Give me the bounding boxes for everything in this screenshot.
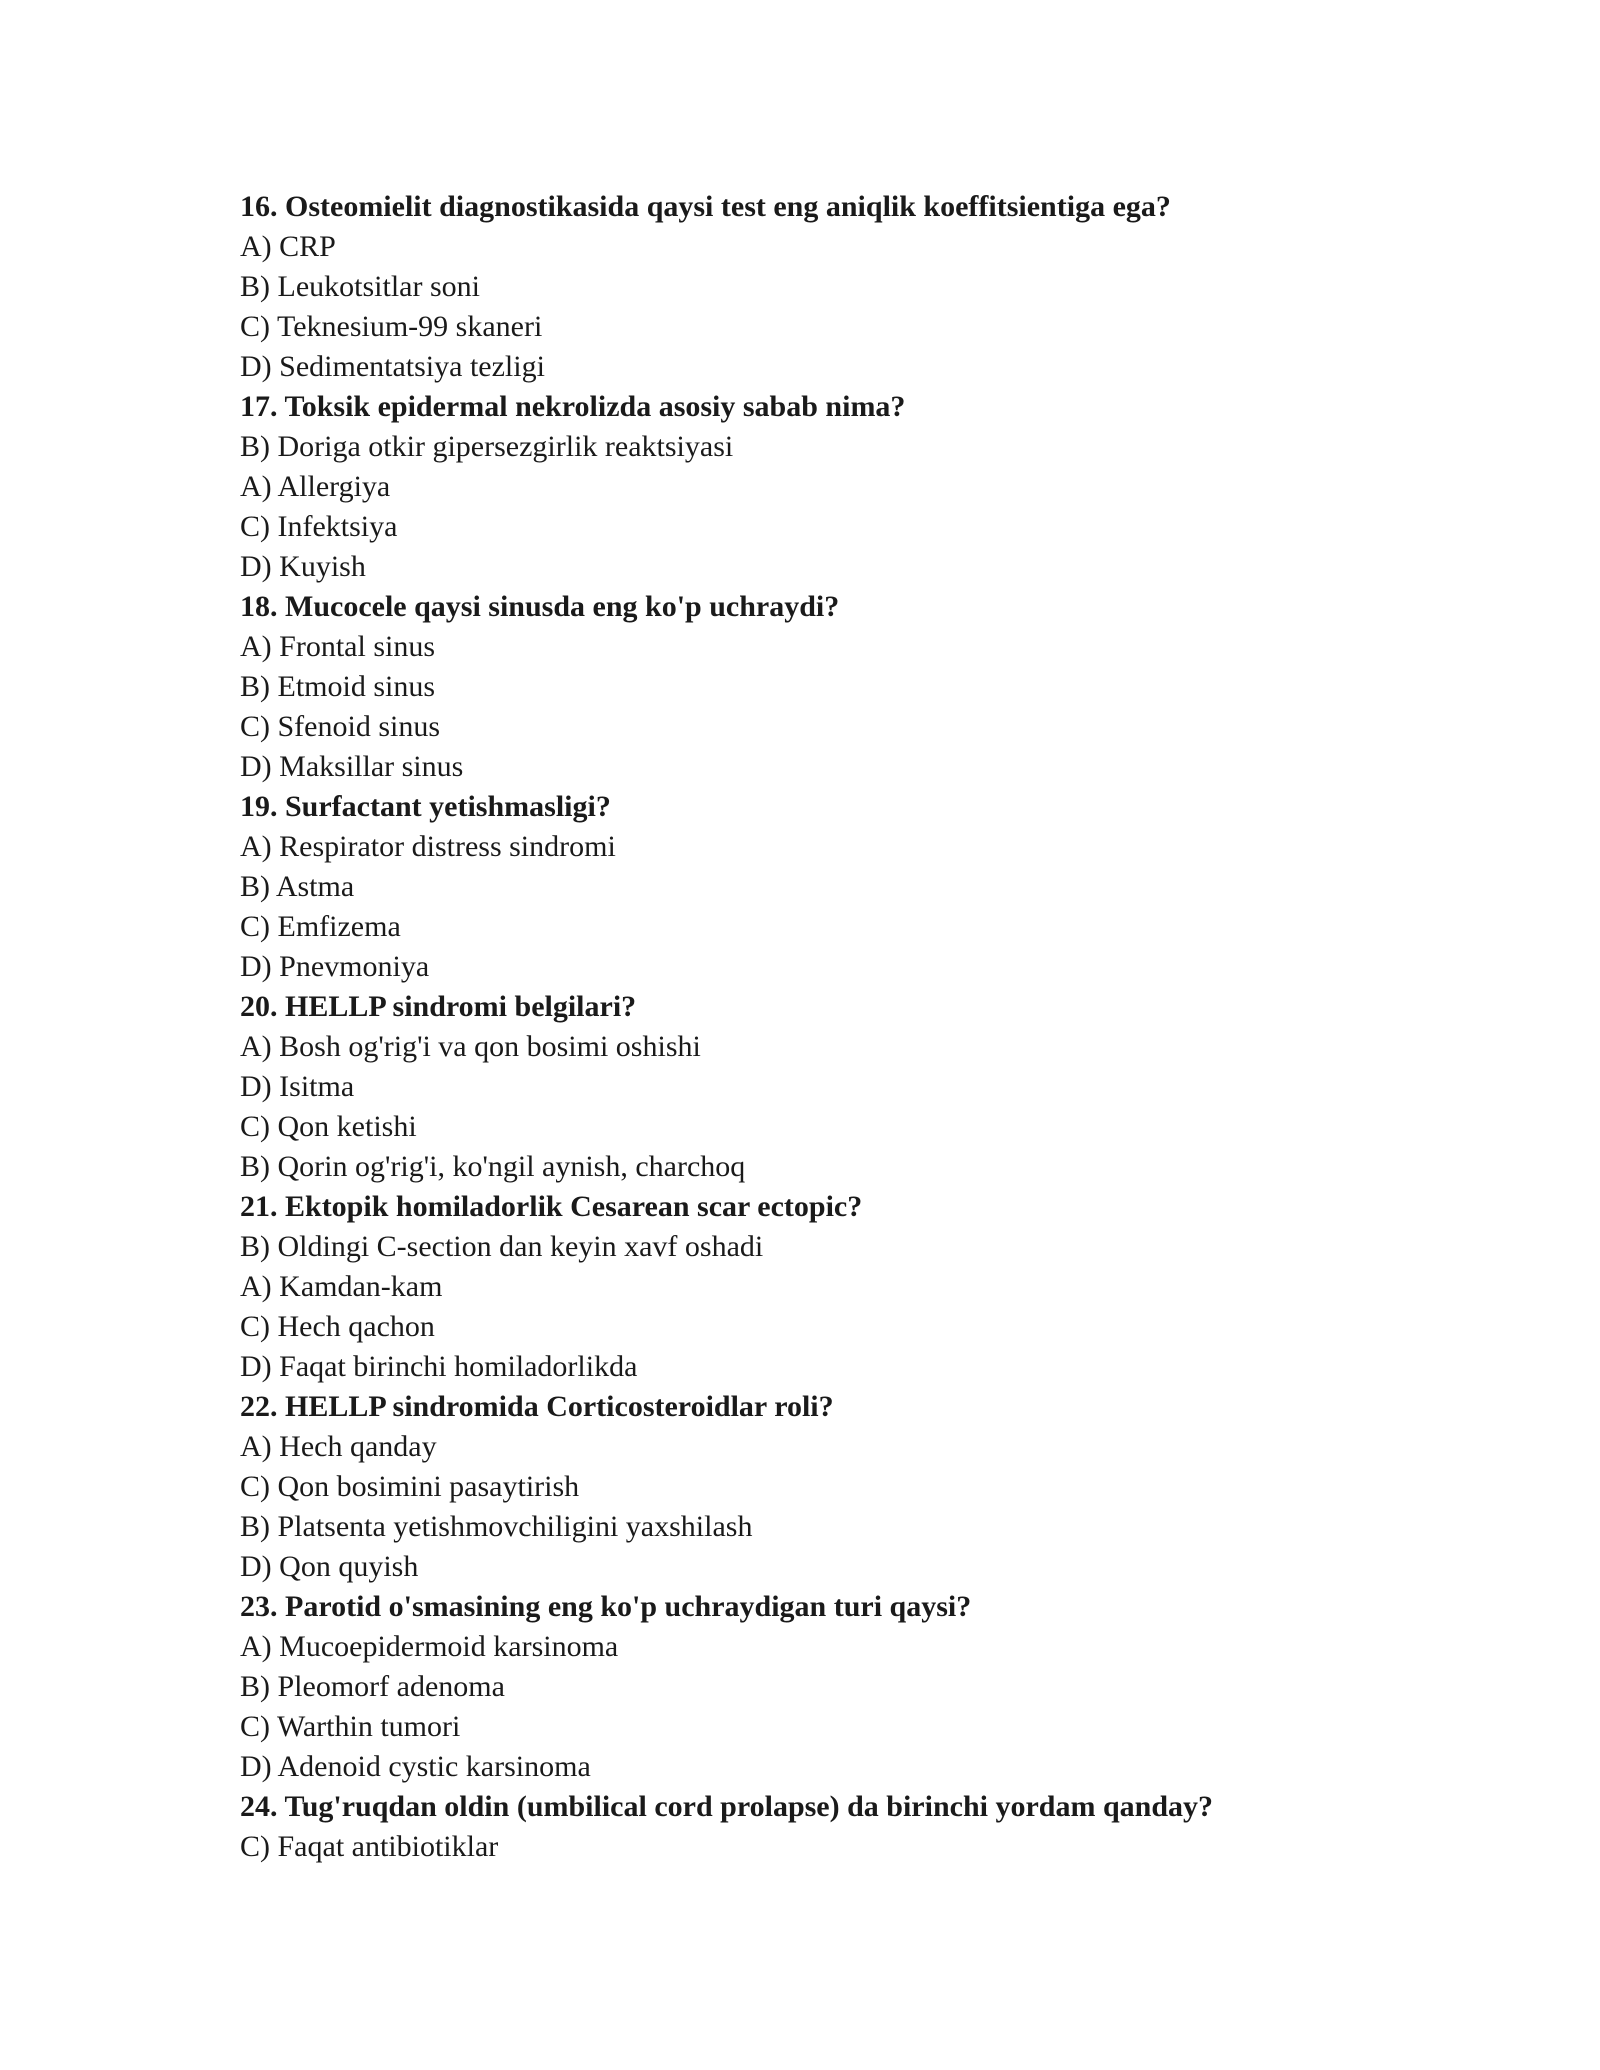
answer-option: D) Faqat birinchi homiladorlikda xyxy=(240,1350,638,1383)
answer-option: A) CRP xyxy=(240,230,336,263)
question-18 xyxy=(240,587,1440,787)
question-22 xyxy=(240,1387,1440,1587)
question-24 xyxy=(240,1787,1440,1867)
question-23 xyxy=(240,1587,1440,1787)
question-20 xyxy=(240,987,1440,1187)
question-title: 24. Tug'ruqdan oldin (umbilical cord prolapse) da birinchi yordam qanday? xyxy=(240,1790,1214,1823)
answer-option: A) Frontal sinus xyxy=(240,630,435,663)
answer-option: A) Hech qanday xyxy=(240,1430,437,1463)
question-title: 20. HELLP sindromi belgilari? xyxy=(240,990,637,1023)
question-title: 18. Mucocele qaysi sinusda eng ko'p uchraydi? xyxy=(240,590,840,623)
answer-option: A) Kamdan-kam xyxy=(240,1270,443,1303)
question-title: 22. HELLP sindromida Corticosteroidlar roli? xyxy=(240,1390,834,1423)
answer-option: B) Oldingi C-section dan keyin xavf oshadi xyxy=(240,1230,764,1263)
answer-option: D) Qon quyish xyxy=(240,1550,419,1583)
answer-option: C) Warthin tumori xyxy=(240,1710,461,1743)
answer-option: D) Kuyish xyxy=(240,550,366,583)
answer-option: D) Sedimentatsiya tezligi xyxy=(240,350,545,383)
answer-option: C) Qon ketishi xyxy=(240,1110,417,1143)
answer-option: A) Allergiya xyxy=(240,470,391,503)
answer-option: D) Pnevmoniya xyxy=(240,950,430,983)
answer-option: A) Mucoepidermoid karsinoma xyxy=(240,1630,619,1663)
answer-option: B) Doriga otkir gipersezgirlik reaktsiyasi xyxy=(240,430,734,463)
answer-option: C) Hech qachon xyxy=(240,1310,435,1343)
answer-option: B) Qorin og'rig'i, ko'ngil aynish, charchoq xyxy=(240,1150,746,1183)
question-19 xyxy=(240,787,1440,987)
question-title: 17. Toksik epidermal nekrolizda asosiy sabab nima? xyxy=(240,390,906,423)
answer-option: B) Pleomorf adenoma xyxy=(240,1670,505,1703)
answer-option: A) Respirator distress sindromi xyxy=(240,830,616,863)
answer-option: D) Adenoid cystic karsinoma xyxy=(240,1750,591,1783)
answer-option: B) Leukotsitlar soni xyxy=(240,270,480,303)
question-17 xyxy=(240,387,1440,587)
answer-option: B) Astma xyxy=(240,870,355,903)
question-title: 16. Osteomielit diagnostikasida qaysi test eng aniqlik koeffitsientiga ega? xyxy=(240,190,1171,223)
question-list xyxy=(240,187,1440,1867)
answer-option: C) Faqat antibiotiklar xyxy=(240,1830,499,1863)
answer-option: D) Maksillar sinus xyxy=(240,750,464,783)
answer-option: D) Isitma xyxy=(240,1070,355,1103)
answer-option: C) Infektsiya xyxy=(240,510,398,543)
answer-option: B) Platsenta yetishmovchiligini yaxshilash xyxy=(240,1510,753,1543)
answer-option: C) Teknesium-99 skaneri xyxy=(240,310,543,343)
answer-option: C) Emfizema xyxy=(240,910,401,943)
question-title: 21. Ektopik homiladorlik Cesarean scar ectopic? xyxy=(240,1190,863,1223)
question-16 xyxy=(240,187,1440,387)
answer-option: A) Bosh og'rig'i va qon bosimi oshishi xyxy=(240,1030,701,1063)
answer-option: C) Sfenoid sinus xyxy=(240,710,441,743)
answer-option: C) Qon bosimini pasaytirish xyxy=(240,1470,580,1503)
question-title: 23. Parotid o'smasining eng ko'p uchraydigan turi qaysi? xyxy=(240,1590,972,1623)
answer-option: B) Etmoid sinus xyxy=(240,670,436,703)
question-title: 19. Surfactant yetishmasligi? xyxy=(240,790,611,823)
question-21 xyxy=(240,1187,1440,1387)
